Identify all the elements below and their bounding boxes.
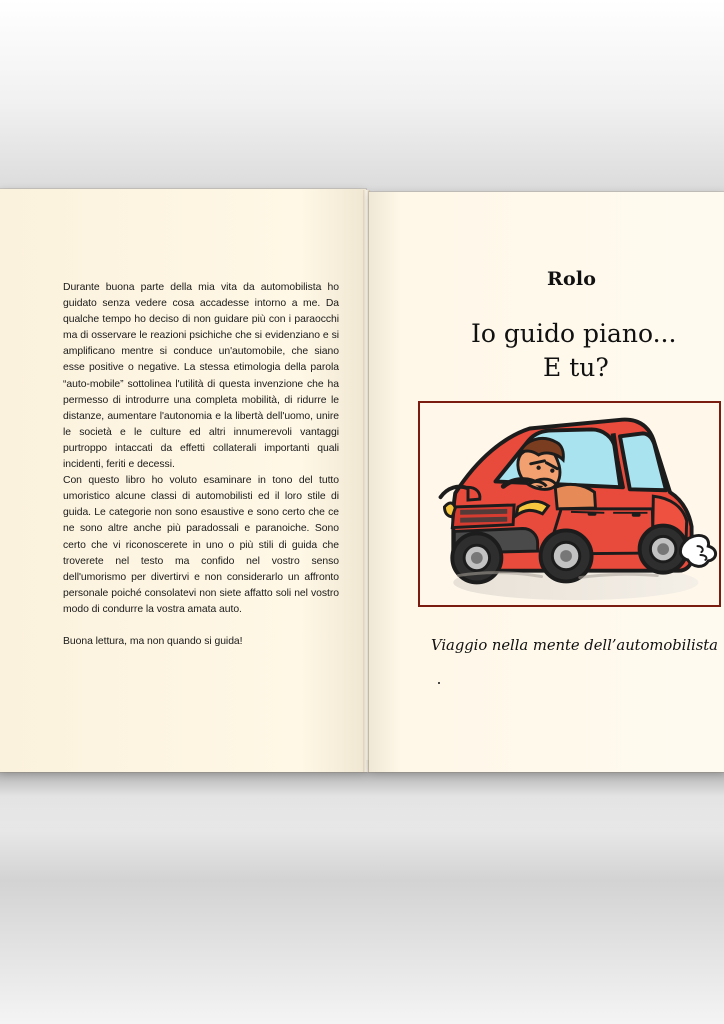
left-page-text bbox=[63, 280, 339, 666]
intro-paragraph-main: Durante buona parte della mia vita da automobilista ho guidato senza vedere cosa accadesse intorno a me. Da qualche tempo ho deciso di non guidare più con i paraocchi ma di osservare le reazioni psichiche che si evidenziano e si amplificano mentre si conduce un'automobile, che siano esse positive o negative. La stessa etimologia della parola “auto-mobile” sottolinea l'utilità di questa invenzione che ha permesso di introdurre una completa mobilità, di ridurre le distanze, aumentare l'autonomia e la libertà dell'uomo, unire le società e le culture ed altri innumerevoli vantaggi purtroppo intaccati da effetti collaterali importanti quali incidenti, feriti e decessi. Con questo libro ho voluto esaminare in tono del tutto umoristico alcune classi di automobilisti ed il loro stile di guida. Le categorie non sono esaustive e sono certo che ce ne sono altre anche più paradossali e paranoiche. Sono certo che vi riconoscerete in uno o più stili di guida che troverete nel testo ma confido nel vostro senso dell'umorismo per divertirvi e non considerarlo un affronto personale poiché consolatevi non siete affatto soli nel vostro modo di condurre la vostra amata auto. bbox=[63, 282, 339, 615]
closing-line: Buona lettura, ma non quando si guida! bbox=[63, 635, 243, 647]
cover-illustration-frame bbox=[418, 401, 721, 607]
author-name: Rolo bbox=[547, 268, 597, 290]
scan-speck bbox=[438, 682, 440, 684]
book-title-line-2: E tu? bbox=[543, 353, 609, 382]
book-subtitle: Viaggio nella mente dell’automobilista bbox=[431, 637, 718, 654]
book-title-line-1: Io guido piano... bbox=[471, 319, 677, 348]
angry-driver-red-suv-icon bbox=[420, 403, 719, 605]
